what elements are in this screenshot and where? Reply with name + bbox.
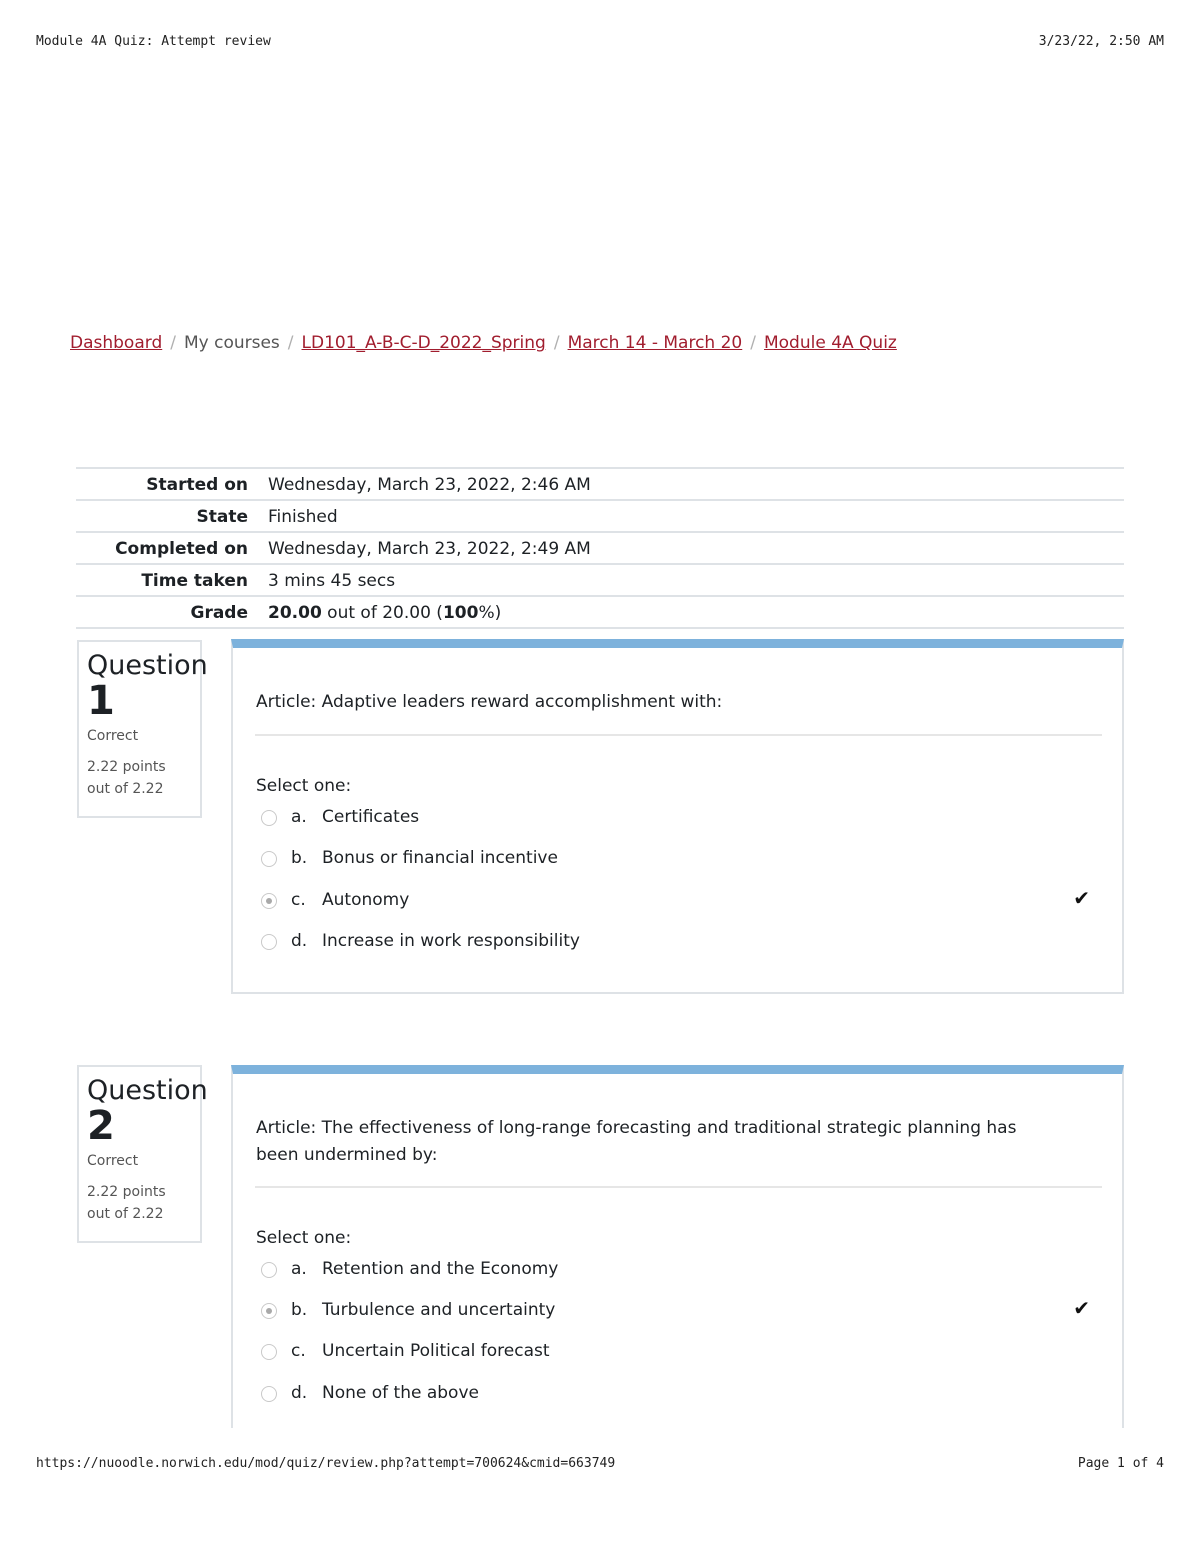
question-info-box (77, 1065, 208, 1243)
breadcrumb-week-link[interactable]: March 14 - March 20 (567, 333, 743, 353)
print-header-datetime: 3/23/22, 2:50 AM (1038, 34, 1164, 49)
answer-text: Increase in work responsibility (322, 931, 580, 951)
breadcrumb-course-link[interactable]: LD101_A-B-C-D_2022_Spring (301, 333, 546, 353)
summary-value: Wednesday, March 23, 2022, 2:49 AM (268, 538, 591, 559)
select-one-prompt: Select one: (256, 1228, 352, 1248)
radio-button[interactable] (261, 1262, 277, 1278)
answer-letter: b. (291, 848, 308, 868)
breadcrumb-separator: / (170, 333, 176, 353)
summary-label: Completed on (115, 538, 248, 559)
answer-text: Bonus or financial incentive (322, 848, 558, 868)
answer-option-selected[interactable] (261, 1296, 1122, 1326)
answer-text: Retention and the Economy (322, 1259, 559, 1279)
answer-text: Certificates (322, 807, 420, 827)
attempt-summary-table (76, 467, 1124, 629)
correct-check-icon: ✔ (1073, 1296, 1090, 1320)
question-content (231, 1065, 1124, 1428)
answer-letter: b. (291, 1300, 308, 1320)
radio-button[interactable] (261, 1344, 277, 1360)
question-number: 1 (87, 678, 115, 724)
answer-text: Turbulence and uncertainty (322, 1300, 556, 1320)
answer-letter: a. (291, 807, 307, 827)
question-divider (255, 1186, 1102, 1188)
breadcrumb-separator: / (750, 333, 756, 353)
answer-option[interactable] (261, 1341, 1122, 1367)
summary-label: Started on (146, 474, 248, 495)
grade-score: 20.00 (268, 602, 322, 623)
correct-check-icon: ✔ (1073, 886, 1090, 910)
answer-option-selected[interactable] (261, 886, 1122, 916)
breadcrumb-quiz-link[interactable]: Module 4A Quiz (763, 333, 897, 353)
question-word: Question (87, 1075, 208, 1106)
question-word: Question (87, 650, 208, 681)
summary-row-time-taken (76, 564, 1124, 596)
summary-row-completed (76, 532, 1124, 564)
answer-letter: d. (291, 931, 308, 951)
question-number: 2 (87, 1103, 115, 1149)
answer-text: None of the above (322, 1383, 479, 1403)
question-text: Article: The effectiveness of long-range forecasting and traditional strategic planning has been undermined by: (256, 1118, 1017, 1165)
breadcrumb-separator: / (553, 333, 560, 353)
question-points: 2.22 points out of 2.22 (87, 1184, 166, 1222)
breadcrumb-my-courses: My courses (183, 333, 280, 353)
answer-option[interactable] (261, 807, 1122, 833)
question-state: Correct (87, 1153, 139, 1169)
radio-button-selected[interactable] (261, 1303, 277, 1319)
grade-mid: out of 20.00 ( (321, 602, 443, 623)
breadcrumb-separator: / (287, 333, 294, 353)
answer-letter: c. (291, 890, 306, 910)
summary-row-started (76, 468, 1124, 500)
summary-value: Wednesday, March 23, 2022, 2:46 AM (268, 474, 591, 495)
summary-row-state (76, 500, 1124, 532)
summary-label: State (196, 506, 248, 527)
question-state: Correct (87, 728, 139, 744)
answer-letter: d. (291, 1383, 308, 1403)
breadcrumb-dashboard-link[interactable]: Dashboard (70, 333, 163, 353)
summary-value: Finished (268, 506, 338, 527)
grade-percent: 100 (442, 602, 479, 623)
answer-text: Uncertain Political forecast (322, 1341, 550, 1361)
summary-value: 3 mins 45 secs (268, 570, 396, 591)
summary-row-grade (76, 596, 1124, 628)
answer-option[interactable] (261, 931, 1122, 957)
summary-label: Time taken (141, 570, 248, 591)
answer-option[interactable] (261, 848, 1122, 874)
print-header (36, 34, 1164, 49)
question-divider (255, 734, 1102, 736)
answer-option[interactable] (261, 1383, 1122, 1409)
question-info-box (77, 640, 208, 818)
question-text: Article: Adaptive leaders reward accomplishment with: (256, 692, 723, 712)
answer-letter: a. (291, 1259, 307, 1279)
breadcrumb (70, 333, 897, 353)
answer-letter: c. (291, 1341, 306, 1361)
radio-button[interactable] (261, 810, 277, 826)
summary-label: Grade (190, 602, 248, 623)
print-header-title: Module 4A Quiz: Attempt review (36, 34, 271, 49)
radio-button[interactable] (261, 1386, 277, 1402)
radio-button[interactable] (261, 851, 277, 867)
question-content (231, 639, 1124, 994)
answer-text: Autonomy (322, 890, 410, 910)
summary-grade-value (260, 596, 1124, 628)
answer-option[interactable] (261, 1259, 1122, 1285)
print-footer-url: https://nuoodle.norwich.edu/mod/quiz/review.php?attempt=700624&cmid=663749 (36, 1456, 616, 1471)
radio-button-selected[interactable] (261, 893, 277, 909)
print-footer (36, 1456, 1164, 1471)
print-footer-page: Page 1 of 4 (1077, 1456, 1164, 1471)
grade-tail: %) (478, 602, 502, 623)
select-one-prompt: Select one: (256, 776, 352, 796)
radio-button[interactable] (261, 934, 277, 950)
question-points: 2.22 points out of 2.22 (87, 759, 166, 797)
